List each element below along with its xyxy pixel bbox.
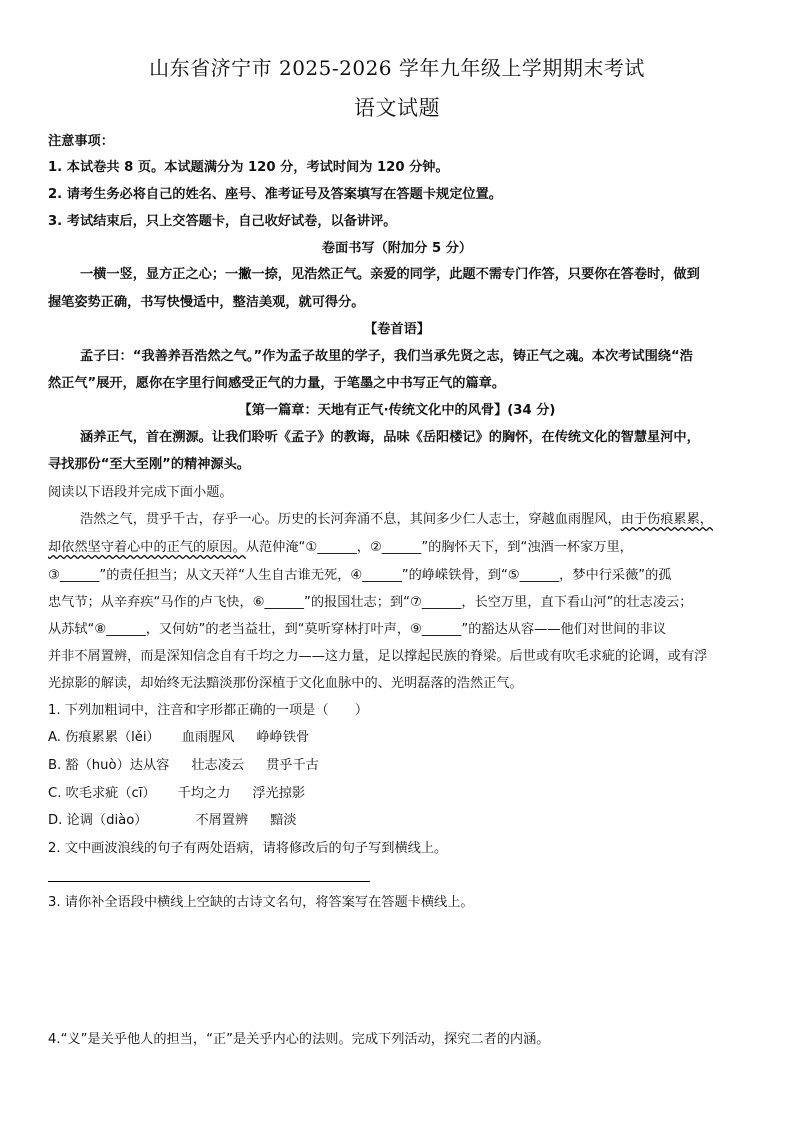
- option-part: B. 豁（huò）达从容: [48, 758, 170, 773]
- option-part: 浮光掠影: [252, 786, 306, 801]
- exam-title: 山东省济宁市 2025-2026 学年九年级上学期期末考试: [149, 56, 645, 80]
- option-part: A. 伤痕累累（lěi）: [48, 730, 160, 745]
- question-3: 3. 请你补全语段中横线上空缺的古诗文名句，将答案写在答题卡横线上。: [48, 895, 474, 910]
- chapter-intro: 涵养正气，首在溯源。让我们聆听《孟子》的教诲，品味《岳阳楼记》的胸怀，在传统文化的智慧星河中，: [80, 430, 700, 445]
- option-part: 黯淡: [270, 813, 297, 828]
- option-b: [48, 757, 748, 775]
- option-part: 壮志凌云: [191, 758, 245, 773]
- passage-text: 浩然之气，贯乎千古，存乎一心。历史的长河奔涌不息，其间多少仁人志士，穿越血雨腥风，: [80, 512, 621, 527]
- passage-text: 从范仲淹“①______，②______”的胸怀天下，到“浊酒一杯家万里，: [245, 540, 633, 555]
- option-part: 峥峥铁骨: [256, 730, 310, 745]
- passage-line: ③______”的责任担当；从文天祥“人生自古谁无死，④______”的峥嵘铁骨，到“⑤______，梦中行采薇”的孤: [48, 568, 672, 583]
- passage-line: 光掠影的解读，却始终无法黯淡那份深植于文化血脉中的、光明磊落的浩然正气。: [48, 676, 523, 691]
- option-part: 千均之力: [177, 786, 231, 801]
- question-2: 2. 文中画波浪线的句子有两处语病，请将修改后的句子写到横线上。: [48, 841, 448, 856]
- foreword-paragraph: 然正气”展开，愿你在字里行间感受正气的力量，于笔墨之中书写正气的篇章。: [48, 376, 506, 391]
- wavy-underlined-sentence: 却依然坚守着心中的正气的原因。: [48, 540, 246, 555]
- handwriting-paragraph: 握笔姿势正确，书写快慢适中，整洁美观，就可得分。: [48, 295, 365, 310]
- option-part: 血雨腥风: [181, 730, 235, 745]
- passage-line: [80, 511, 748, 529]
- handwriting-heading: 卷面书写（附加分 5 分）: [321, 241, 473, 256]
- option-c: [48, 785, 748, 803]
- notice-item: 1. 本试卷共 8 页。本试题满分为 120 分，考试时间为 120 分钟。: [48, 160, 449, 175]
- chapter-intro: 寻找那份“至大至刚”的精神源头。: [48, 457, 250, 472]
- passage-line: [48, 539, 748, 557]
- exam-subtitle: 语文试题: [354, 96, 440, 120]
- option-part: 不屑置辨: [195, 813, 249, 828]
- foreword-heading: 【卷首语】: [364, 322, 430, 337]
- notice-item: 3. 考试结束后，只上交答题卡，自己收好试卷，以备讲评。: [48, 214, 397, 229]
- option-part: D. 论调（diào）: [48, 813, 148, 828]
- notice-item: 2. 请考生务必将自己的姓名、座号、准考证号及答案填写在答题卡规定位置。: [48, 187, 502, 202]
- answer-line[interactable]: [48, 881, 370, 882]
- handwriting-paragraph: 一横一竖，显方正之心；一撇一捺，见浩然正气。亲爱的同学，此题不需专门作答，只要你在答卷时，做到: [80, 267, 700, 282]
- question-4: 4.“义”是关乎他人的担当，“正”是关乎内心的法则。完成下列活动，探究二者的内涵。: [48, 1032, 550, 1047]
- wavy-underlined-sentence: 由于伤痕累累，: [620, 512, 713, 527]
- passage-line: 忠气节；从辛弃疾“马作的卢飞快，⑥______”的报国壮志；到“⑦______，长空万里，直下看山河”的壮志凌云；: [48, 595, 693, 610]
- option-part: C. 吹毛求疵（cī）: [48, 786, 156, 801]
- passage-line: 并非不屑置辨，而是深知信念自有千均之力——这力量，足以撑起民族的脊梁。后世或有吹毛求疵的论调，或有浮: [48, 649, 708, 664]
- chapter-heading: 【第一篇章：天地有正气·传统文化中的风骨】(34 分): [238, 403, 556, 418]
- option-d: [48, 812, 748, 830]
- passage-line: 从苏轼“⑧______，又何妨”的老当益壮，到“莫听穿林打叶声，⑨______”的豁达从容——他们对世间的非议: [48, 622, 667, 637]
- option-part: 贯乎千古: [266, 758, 319, 773]
- foreword-paragraph: 孟子曰：“我善养吾浩然之气。”作为孟子故里的学子，我们当承先贤之志，铸正气之魂。本次考试围绕“浩: [80, 349, 693, 364]
- option-a: [48, 729, 748, 747]
- notice-heading: 注意事项：: [48, 134, 114, 149]
- question-1-stem: 1. 下列加粗词中，注音和字形都正确的一项是（ ）: [48, 703, 369, 718]
- reading-instruction: 阅读以下语段并完成下面小题。: [48, 485, 233, 500]
